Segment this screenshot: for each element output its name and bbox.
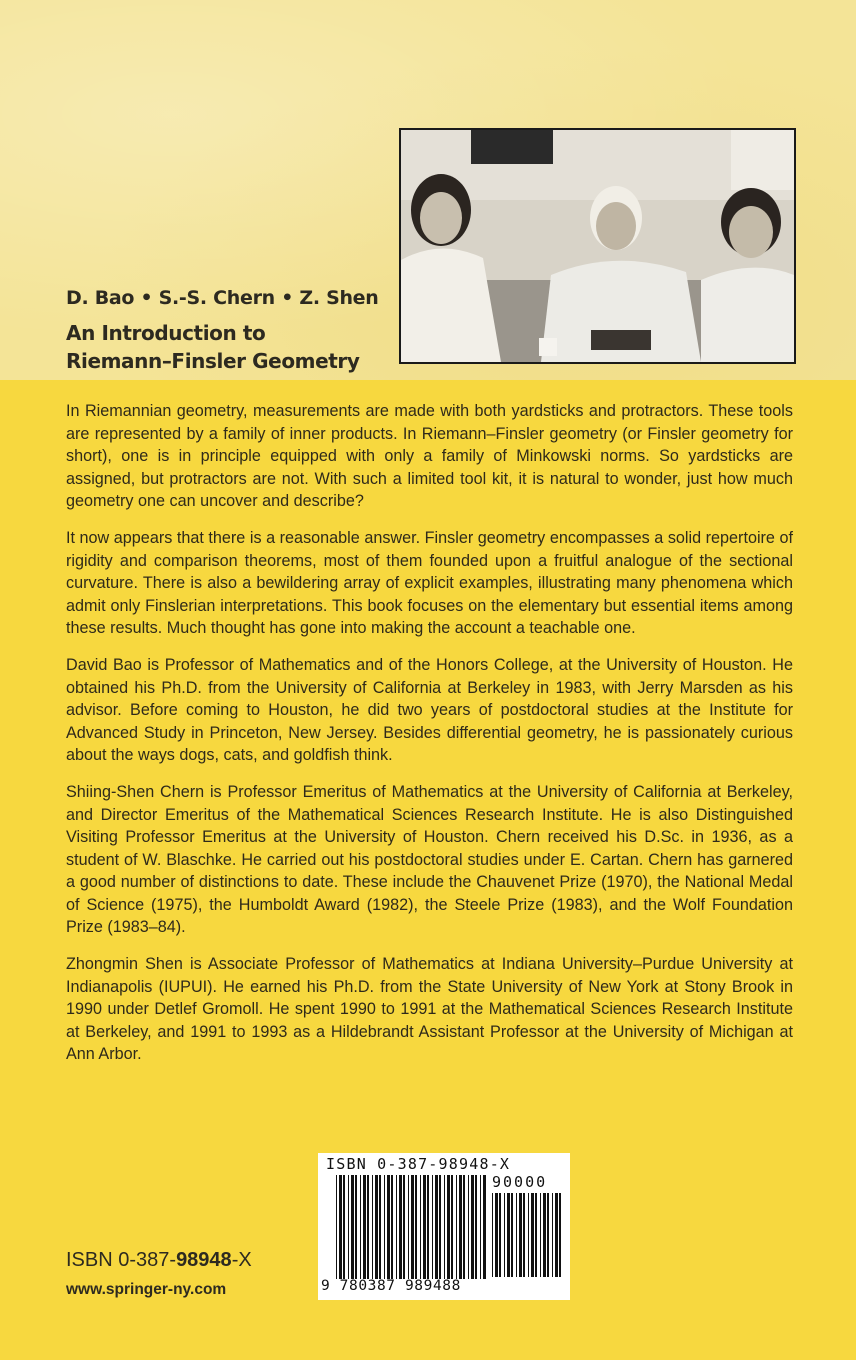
barcode-bars	[336, 1175, 486, 1279]
paragraph-bio-bao: David Bao is Professor of Mathematics and of the Honors College, at the University of Houston. He obtained his Ph.D. from the University of California at Berkeley in 1983, with Jerry Marsden as his advisor. Before coming to Houston, he did two years of postdoctoral studies at the Institute for Advanced Study in Princeton, New Jersey. Besides differential geometry, he is passionately curious about the ways dogs, cats, and goldfish think.	[66, 655, 793, 765]
back-cover-description	[66, 400, 793, 1080]
book-title-line-2: Riemann–Finsler Geometry	[66, 349, 360, 373]
barcode-price-code: 90000	[492, 1173, 548, 1191]
barcode-isbn-text: ISBN 0-387-98948-X	[326, 1155, 511, 1173]
authors-photo	[399, 128, 796, 364]
book-title	[66, 319, 386, 375]
paragraph-bio-chern: Shiing-Shen Chern is Professor Emeritus of Mathematics at the University of California at Berkeley, and Director Emeritus of the Mathematical Sciences Research Institute. He is also Distinguished Visiting Professor Emeritus at the University of Houston. Chern received his D.Sc. in 1936, as a student of W. Blaschke. He carried out his postdoctoral studies under E. Cartan. Chern has garnered a good number of distinctions to date. These include the Chauvenet Prize (1970), the National Medal of Science (1975), the Humboldt Award (1982), the Steele Prize (1983), and the Wolf Foundation Prize (1983–84).	[66, 782, 793, 937]
isbn-bold-part: 98948	[176, 1249, 232, 1271]
paragraph-summary: It now appears that there is a reasonable answer. Finsler geometry encompasses a solid repertoire of rigidity and comparison theorems, most of them founded upon a fruitful analogue of the sectional curvature. There is also a bewildering array of explicit examples, illustrating many phenomena which admit only Finslerian interpretations. This book focuses on the elementary but essential items among these results. Much thought has gone into making the account a teachable one.	[66, 528, 793, 638]
book-title-line-1: An Introduction to	[66, 321, 266, 345]
paragraph-intro: In Riemannian geometry, measurements are made with both yardsticks and protractors. These tools are represented by a family of inner products. In Riemann–Finsler geometry (or Finsler geometry for short), one is in principle equipped with only a family of Minkowski norms. So yardsticks are assigned, but protractors are not. With such a limited tool kit, it is natural to wonder, just how much geometry one can uncover and describe?	[66, 402, 793, 511]
barcode-ean-digits: 9 780387 989488	[321, 1278, 461, 1294]
addon-barcode-bars	[492, 1193, 562, 1277]
isbn-label: ISBN 0-387-98948-X	[66, 1249, 252, 1271]
isbn-barcode	[318, 1153, 570, 1300]
cover-authors: D. Bao • S.-S. Chern • Z. Shen	[66, 287, 379, 309]
publisher-url: www.springer-ny.com	[66, 1281, 227, 1298]
paragraph-bio-shen: Zhongmin Shen is Associate Professor of Mathematics at Indiana University–Purdue University at Indianapolis (IUPUI). He earned his Ph.D. from the State University of New York at Stony Brook in 1990 under Detlef Gromoll. He spent 1990 to 1991 at the Mathematical Sciences Research Institute at Berkeley, and 1991 to 1993 as a Hildebrandt Assistant Professor at the University of Michigan at Ann Arbor.	[66, 955, 793, 1064]
